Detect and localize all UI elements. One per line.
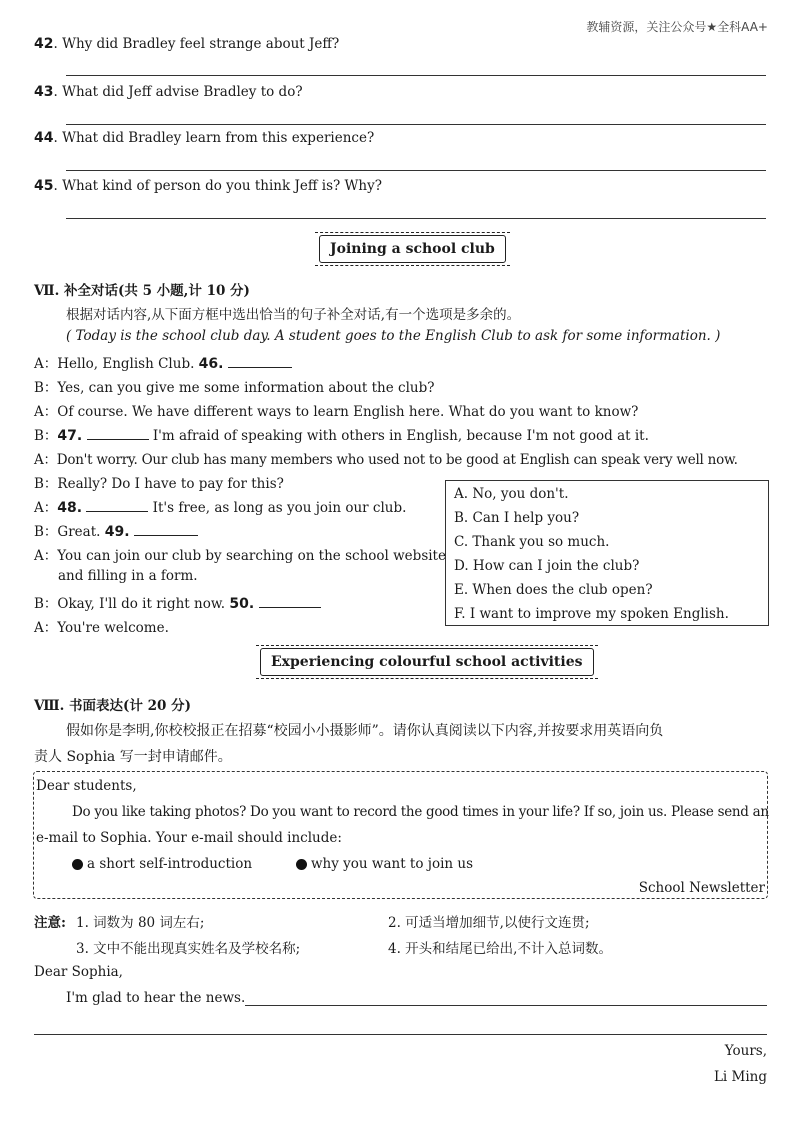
dialogue-line (34, 472, 284, 492)
answer-line[interactable] (66, 170, 766, 171)
option-item: B. Can I help you? (454, 510, 580, 526)
dialogue-line (34, 616, 169, 636)
notice-body: Do you like taking photos? Do you want to record the good times in your life? If so, join us. Please send an (72, 804, 769, 820)
speaker-label: A： (34, 356, 58, 372)
question-text: . What did Bradley learn from this experience? (53, 130, 375, 146)
dialogue-text: Of course. We have different ways to learn English here. What do you want to know? (57, 404, 639, 420)
section-banner (319, 235, 506, 263)
bullet-text: why you want to join us (311, 856, 474, 872)
note-item: 1. 词数为 80 词左右; (76, 915, 205, 931)
answer-line[interactable] (66, 75, 766, 76)
letter-opening: I'm glad to hear the news. (66, 990, 246, 1006)
answer-blank[interactable] (87, 438, 149, 440)
blank-number: 47. (57, 428, 83, 444)
dialogue-text: It's free, as long as you join our club. (152, 500, 407, 516)
speaker-label: A： (34, 452, 57, 468)
note-item: 4. 开头和结尾已给出,不计入总词数。 (388, 941, 612, 957)
speaker-label: B： (34, 476, 58, 492)
question-number: 45 (34, 178, 54, 194)
speaker-label: B： (34, 380, 58, 396)
section-instruction: 责人 Sophia 写一封申请邮件。 (34, 749, 232, 765)
question-item (34, 84, 303, 100)
dialogue-line (34, 496, 406, 516)
letter-closing: Yours, (724, 1043, 767, 1059)
dialogue-line (34, 352, 292, 372)
notice-bullet (296, 856, 473, 872)
section-heading: Ⅶ. 补全对话(共 5 小题,计 10 分) (34, 283, 250, 299)
blank-number: 50. (229, 596, 255, 612)
notice-box (33, 771, 768, 899)
banner-title: Joining a school club (330, 241, 495, 257)
dialogue-text: I'm afraid of speaking with others in English, because I'm not good at it. (152, 428, 649, 444)
dialogue-line (34, 592, 321, 612)
letter-salutation: Dear Sophia, (34, 964, 123, 980)
note-item: 2. 可适当增加细节,以使行文连贯; (388, 915, 590, 931)
option-item: C. Thank you so much. (454, 534, 610, 550)
question-number: 42 (34, 36, 54, 52)
notice-bullet (72, 856, 252, 872)
writing-line[interactable] (245, 1005, 767, 1006)
speaker-label: A： (34, 620, 58, 636)
option-item: E. When does the club open? (454, 582, 653, 598)
question-item (34, 36, 339, 52)
dialogue-line (34, 424, 649, 444)
answer-blank[interactable] (259, 606, 321, 608)
dialogue-text: Yes, can you give me some information about the club? (57, 380, 435, 396)
answer-blank[interactable] (134, 534, 198, 536)
dialogue-text: You can join our club by searching on the school website (57, 548, 446, 564)
dialogue-text: You're welcome. (57, 620, 169, 636)
writing-line[interactable] (34, 1034, 767, 1035)
section-banner (260, 648, 594, 676)
speaker-label: A： (34, 500, 58, 516)
notice-signature: School Newsletter (638, 880, 765, 896)
dialogue-text: Okay, I'll do it right now. (57, 596, 226, 612)
blank-number: 46. (198, 356, 224, 372)
notes-label: 注意: (34, 915, 66, 931)
dialogue-context: ( Today is the school club day. A student goes to the English Club to ask for some information. ) (66, 328, 721, 344)
bullet-icon (72, 859, 83, 870)
question-number: 44 (34, 130, 54, 146)
dialogue-text: Really? Do I have to pay for this? (57, 476, 284, 492)
dialogue-text: Hello, English Club. (57, 356, 195, 372)
section-instruction: 假如你是李明,你校校报正在招募“校园小小摄影师”。请你认真阅读以下内容,并按要求用英语向负 (66, 723, 664, 739)
option-item: D. How can I join the club? (454, 558, 640, 574)
header-watermark: 教辅资源，关注公众号★全科AA+ (586, 20, 768, 34)
question-text: . What kind of person do you think Jeff is? Why? (53, 178, 382, 194)
speaker-label: B： (34, 596, 58, 612)
answer-line[interactable] (66, 124, 766, 125)
dialogue-line (34, 400, 638, 420)
blank-number: 48. (57, 500, 83, 516)
question-text: . What did Jeff advise Bradley to do? (53, 84, 303, 100)
bullet-text: a short self-introduction (87, 856, 253, 872)
letter-signature: Li Ming (713, 1069, 767, 1085)
speaker-label: A： (34, 548, 58, 564)
notice-body: e-mail to Sophia. Your e-mail should include: (36, 830, 342, 846)
dialogue-line (34, 544, 446, 564)
answer-blank[interactable] (228, 366, 292, 368)
speaker-label: B： (34, 428, 58, 444)
question-number: 43 (34, 84, 54, 100)
banner-title: Experiencing colourful school activities (271, 654, 583, 670)
dialogue-line (58, 568, 198, 584)
speaker-label: A： (34, 404, 58, 420)
speaker-label: B： (34, 524, 58, 540)
option-item: A. No, you don't. (454, 486, 569, 502)
dialogue-text: Don't worry. Our club has many members who used not to be good at English can speak very well now. (56, 452, 738, 468)
option-item: F. I want to improve my spoken English. (454, 606, 729, 622)
note-item: 3. 文中不能出现真实姓名及学校名称; (76, 941, 301, 957)
answer-line[interactable] (66, 218, 766, 219)
options-box (445, 480, 769, 626)
dialogue-line (34, 520, 198, 540)
blank-number: 49. (104, 524, 130, 540)
dialogue-text: Great. (57, 524, 101, 540)
dialogue-line (34, 376, 434, 396)
question-item (34, 178, 382, 194)
dialogue-line (34, 448, 738, 468)
section-heading: Ⅷ. 书面表达(计 20 分) (34, 698, 192, 714)
notice-greeting: Dear students, (36, 778, 137, 794)
bullet-icon (296, 859, 307, 870)
dialogue-text: and filling in a form. (58, 568, 198, 584)
answer-blank[interactable] (86, 510, 148, 512)
section-instruction: 根据对话内容,从下面方框中选出恰当的句子补全对话,有一个选项是多余的。 (66, 307, 521, 323)
question-item (34, 130, 374, 146)
question-text: . Why did Bradley feel strange about Jeff? (53, 36, 340, 52)
